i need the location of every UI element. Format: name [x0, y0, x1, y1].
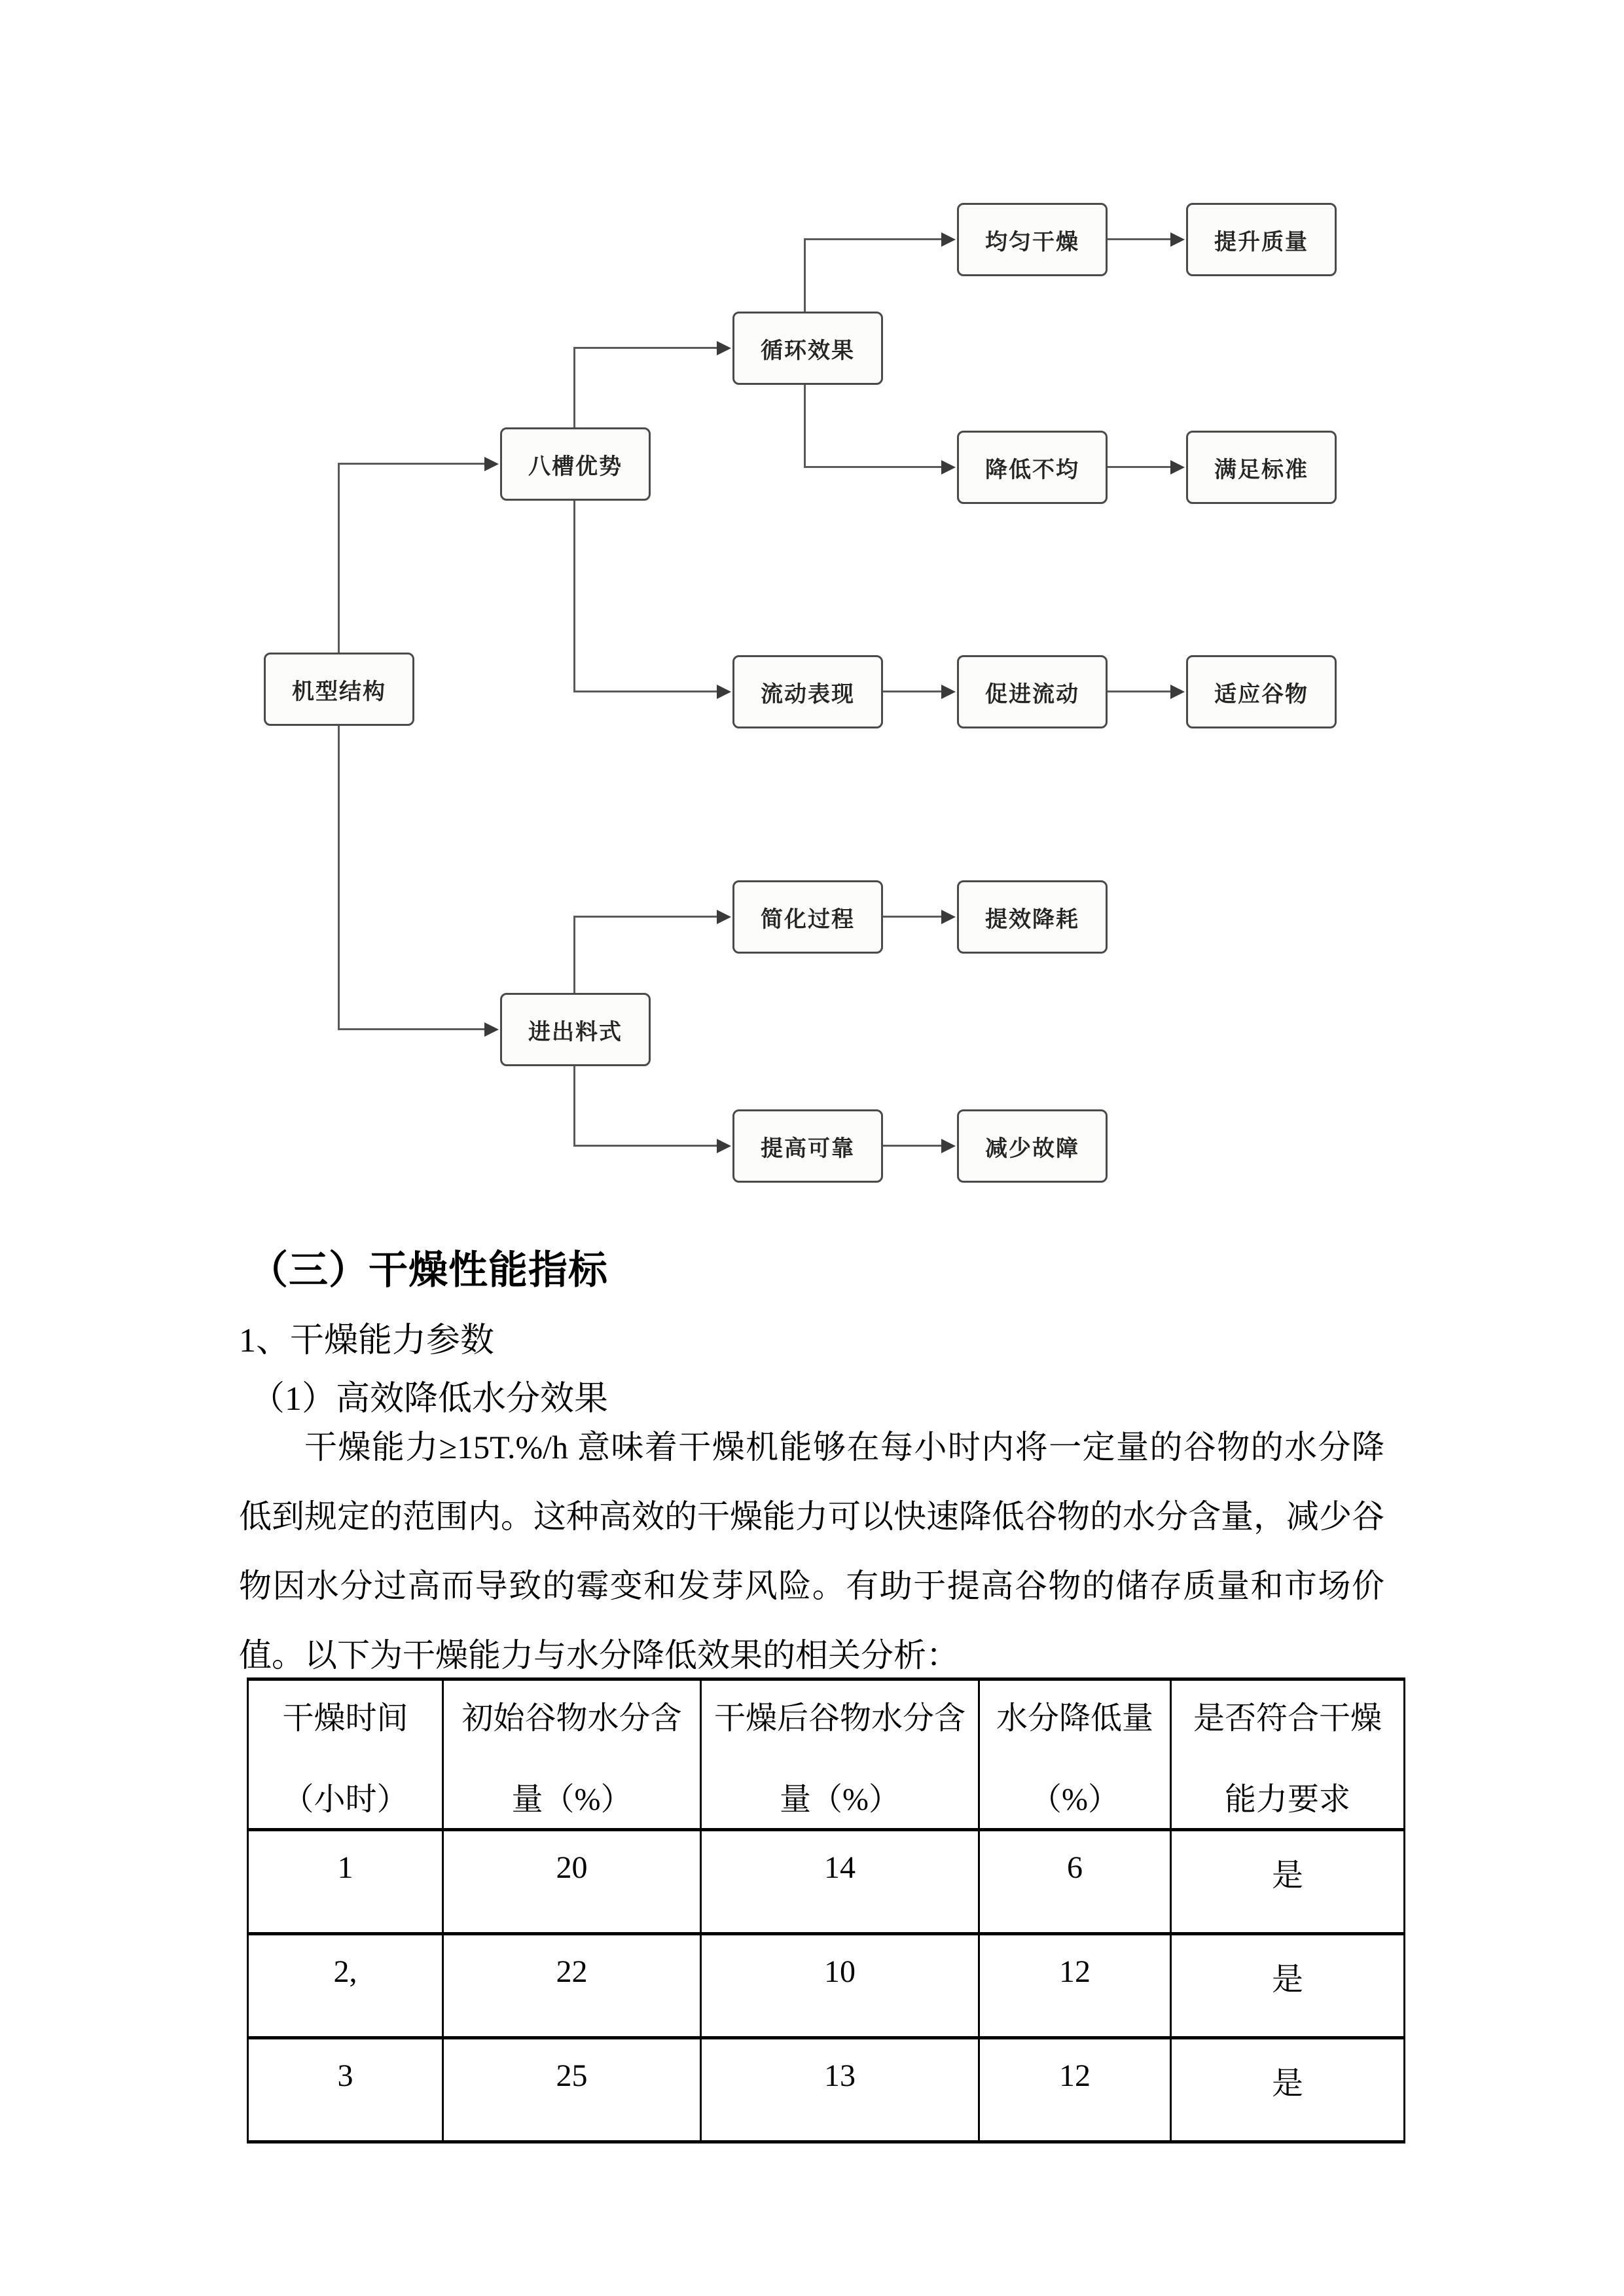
arrowhead-icon — [717, 341, 731, 355]
flow-node-label: 减少故障 — [985, 1136, 1079, 1161]
flow-node-uniform-drying — [957, 203, 1108, 276]
arrowhead-icon — [941, 460, 956, 475]
table-cell: 22 — [443, 1934, 701, 2038]
arrowhead-icon — [941, 910, 956, 924]
table-row — [248, 1830, 1405, 1934]
flow-connector — [573, 1145, 718, 1147]
table-cell: 14 — [701, 1830, 979, 1934]
table-header-cell — [248, 1679, 443, 1830]
flow-node-label: 促进流动 — [985, 682, 1079, 707]
arrowhead-icon — [941, 232, 956, 247]
flow-connector — [1108, 691, 1172, 692]
header-line: 初始谷物水分含 — [461, 1701, 682, 1736]
table-cell: 13 — [701, 2038, 979, 2142]
flow-node-quality-improvement — [1186, 203, 1337, 276]
flow-connector — [883, 916, 943, 918]
table-cell: 是 — [1171, 1934, 1405, 2038]
flow-node-label: 提升质量 — [1214, 230, 1308, 255]
flow-node-circulation-effect — [732, 312, 883, 385]
flow-connector — [338, 463, 486, 465]
flow-node-label: 流动表现 — [761, 682, 855, 707]
flow-connector — [338, 726, 340, 1030]
flow-node-flow-performance — [732, 655, 883, 728]
table-header-row — [248, 1679, 1405, 1830]
flow-connector — [804, 238, 943, 240]
arrowhead-icon — [484, 1022, 499, 1037]
subsection-heading-2: （1）高效降低水分效果 — [251, 1380, 609, 1418]
flow-connector — [573, 501, 575, 691]
table-row — [248, 2038, 1405, 2142]
table-cell: 25 — [443, 2038, 701, 2142]
arrowhead-icon — [1170, 232, 1185, 247]
arrowhead-icon — [941, 685, 956, 699]
flow-node-improve-reliability — [732, 1109, 883, 1183]
header-line: 是否符合干燥 — [1193, 1701, 1382, 1736]
flow-node-label: 机型结构 — [292, 679, 386, 704]
subsection-heading-1: 1、干燥能力参数 — [239, 1322, 495, 1359]
table-cell: 20 — [443, 1830, 701, 1934]
flow-node-promote-flow — [957, 655, 1108, 728]
flow-connector — [804, 240, 806, 312]
header-line: 量（%） — [780, 1782, 900, 1817]
flow-node-efficiency-energy-saving — [957, 880, 1108, 954]
table-cell: 10 — [701, 1934, 979, 2038]
flow-connector — [573, 916, 718, 918]
flow-node-label: 适应谷物 — [1214, 682, 1308, 707]
flow-node-reduce-unevenness — [957, 431, 1108, 504]
flow-connector — [573, 917, 575, 993]
header-line: 量（%） — [511, 1782, 632, 1817]
header-line: 干燥时间 — [282, 1701, 408, 1736]
table-cell: 12 — [979, 1934, 1171, 2038]
flow-connector — [573, 1066, 575, 1146]
flow-connector — [883, 691, 943, 692]
table-cell: 6 — [979, 1830, 1171, 1934]
table-cell: 3 — [248, 2038, 443, 2142]
flow-connector — [573, 691, 718, 692]
flow-connector — [1108, 238, 1172, 240]
header-line: （小时） — [282, 1782, 408, 1817]
table-header-cell — [979, 1679, 1171, 1830]
table-header-cell — [701, 1679, 979, 1830]
flow-node-machine-structure — [264, 653, 414, 726]
header-line: （%） — [1030, 1782, 1119, 1817]
table-header-cell — [1171, 1679, 1405, 1830]
body-paragraph: 干燥能力≥15T.%/h 意味着干燥机能够在每小时内将一定量的谷物的水分降低到规定的范围内。这种高效的干燥能力可以快速降低谷物的水分含量，减少谷物因水分过高而导致的霉变和发芽风险。有助于提高谷物的储存质量和市场价值。以下为干燥能力与水分降低效果的相关分析： — [239, 1429, 1384, 1674]
flow-node-label: 均匀干燥 — [985, 230, 1079, 255]
flow-node-eight-trough-advantage — [500, 427, 651, 501]
table-cell: 是 — [1171, 2038, 1405, 2142]
arrowhead-icon — [1170, 460, 1185, 475]
drying-analysis-table — [247, 1677, 1405, 2144]
section-heading: （三）干燥性能指标 — [249, 1249, 608, 1292]
flow-node-label: 降低不均 — [985, 457, 1079, 482]
table-cell: 12 — [979, 2038, 1171, 2142]
flow-node-label: 简化过程 — [761, 907, 855, 932]
flow-node-label: 八槽优势 — [528, 454, 623, 479]
header-line: 水分降低量 — [996, 1701, 1153, 1736]
flow-node-label: 进出料式 — [528, 1020, 623, 1045]
table-row — [248, 1934, 1405, 2038]
table-cell: 是 — [1171, 1830, 1405, 1934]
table-cell: 1 — [248, 1830, 443, 1934]
header-line: 干燥后谷物水分含 — [713, 1701, 965, 1736]
flow-node-simplify-process — [732, 880, 883, 954]
flow-connector — [883, 1145, 943, 1147]
arrowhead-icon — [717, 685, 731, 699]
flow-node-reduce-failures — [957, 1109, 1108, 1183]
header-line: 能力要求 — [1224, 1782, 1350, 1817]
flow-node-meet-standard — [1186, 431, 1337, 504]
flow-connector — [338, 1028, 486, 1030]
flow-node-label: 满足标准 — [1214, 457, 1308, 482]
flow-connector — [804, 466, 943, 468]
flow-node-inlet-outlet-type — [500, 993, 651, 1066]
arrowhead-icon — [484, 457, 499, 471]
flow-connector — [573, 348, 575, 427]
arrowhead-icon — [717, 910, 731, 924]
flow-node-label: 提效降耗 — [985, 907, 1079, 932]
table-header-cell — [443, 1679, 701, 1830]
arrowhead-icon — [717, 1139, 731, 1153]
flow-node-adapt-grain — [1186, 655, 1337, 728]
flow-connector — [338, 464, 340, 653]
table-cell: 2, — [248, 1934, 443, 2038]
flow-connector — [804, 385, 806, 467]
flow-connector — [1108, 466, 1172, 468]
flow-connector — [573, 347, 718, 349]
flow-node-label: 提高可靠 — [761, 1136, 855, 1161]
arrowhead-icon — [941, 1139, 956, 1153]
flow-node-label: 循环效果 — [761, 338, 855, 363]
arrowhead-icon — [1170, 685, 1185, 699]
